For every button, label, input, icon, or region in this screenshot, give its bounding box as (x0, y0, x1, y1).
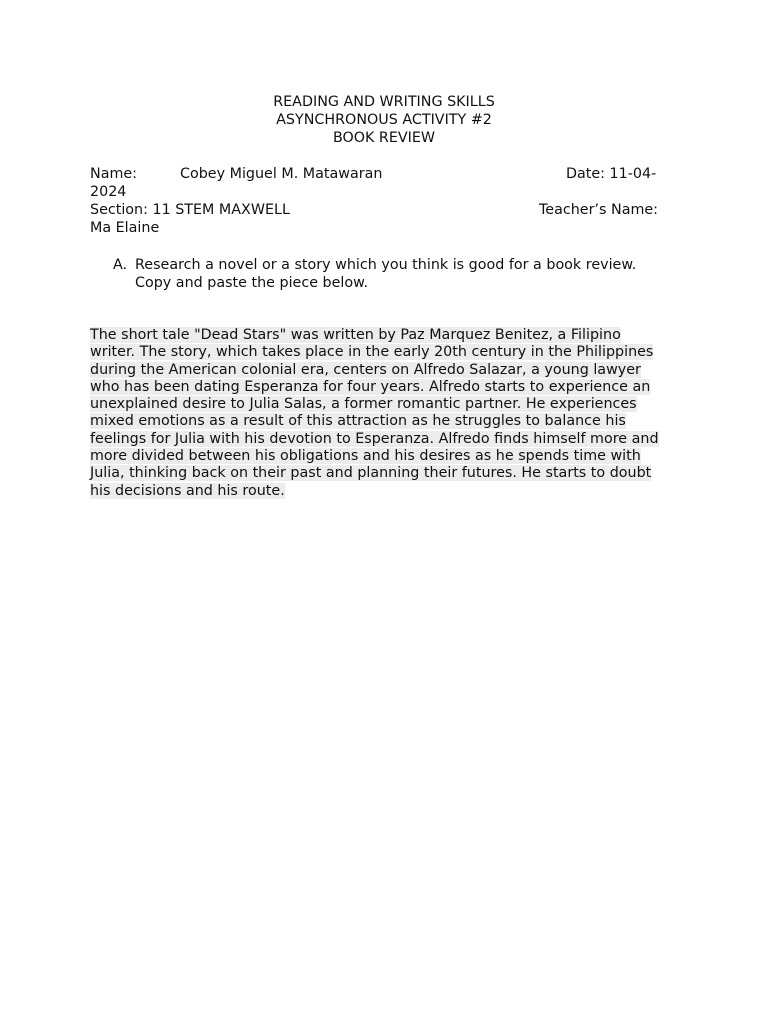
instruction-line: Copy and paste the piece below. (135, 275, 369, 291)
summary-line-text: who has been dating Esperanza for four years. Alfredo starts to experience an (90, 378, 651, 395)
summary-line-text: The short tale "Dead Stars" was written by Paz Marquez Benitez, a Filipino (90, 327, 621, 343)
summary-line-text: Julia, thinking back on their past and planning their futures. He starts to doubt (90, 465, 652, 482)
summary-line (90, 431, 680, 448)
name-value: Cobey Miguel M. Matawaran (180, 166, 383, 182)
summary-line-text: more divided between his obligations and his desires as he spends time with (90, 448, 641, 465)
summary-line (90, 413, 680, 430)
summary-line (90, 396, 680, 413)
summary-line (90, 483, 680, 500)
summary-line (90, 448, 680, 465)
summary-line-text: unexplained desire to Julia Salas, a former romantic partner. He experiences (90, 396, 637, 413)
story-summary (90, 327, 680, 500)
list-marker: A. (113, 257, 128, 273)
summary-line (90, 362, 680, 379)
summary-line-text: his decisions and his route. (90, 482, 285, 499)
date-wrap-row (90, 183, 680, 201)
header-subject: READING AND WRITING SKILLS (273, 94, 495, 110)
section-value: Section: 11 STEM MAXWELL (90, 202, 290, 218)
date-value-wrap: 2024 (90, 184, 127, 200)
document-header (0, 93, 768, 147)
student-info (90, 165, 680, 237)
summary-line (90, 344, 680, 361)
header-title: BOOK REVIEW (332, 130, 436, 146)
teacher-label: Teacher’s Name: (539, 202, 658, 218)
summary-line (90, 327, 680, 344)
summary-line-text: feelings for Julia with his devotion to Esperanza. Alfredo finds himself more and (90, 430, 659, 447)
summary-line-text: during the American colonial era, centers on Alfredo Salazar, a young lawyer (90, 361, 641, 378)
header-activity: ASYNCHRONOUS ACTIVITY #2 (276, 112, 492, 128)
instruction-text (135, 256, 680, 292)
teacher-value: Ma Elaine (90, 220, 160, 236)
name-date-row (90, 165, 680, 183)
date-label: Date: 11-04- (566, 166, 657, 182)
teacher-wrap-row (90, 219, 680, 237)
section-teacher-row (90, 201, 680, 219)
summary-line-text: mixed emotions as a result of this attraction as he struggles to balance his (90, 413, 626, 430)
summary-line (90, 465, 680, 482)
instruction-line: Research a novel or a story which you think is good for a book review. (135, 257, 637, 273)
name-label: Name: (90, 166, 137, 182)
summary-line (90, 379, 680, 396)
summary-line-text: writer. The story, which takes place in the early 20th century in the Philippines (90, 344, 654, 361)
